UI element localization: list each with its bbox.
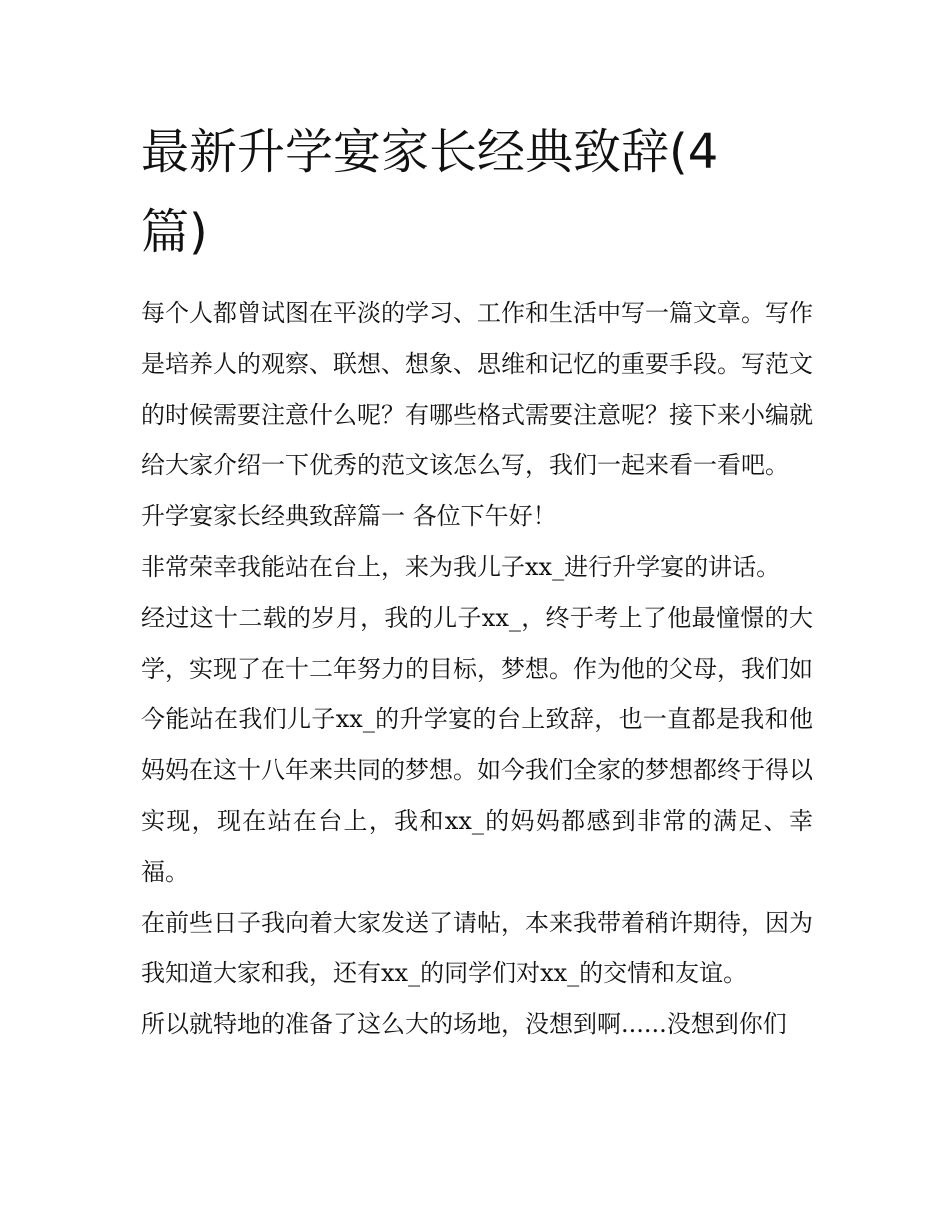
document-title: 最新升学宴家长经典致辞(4篇) xyxy=(141,124,719,260)
speech-paragraph-1: 非常荣幸我能站在台上，来为我儿子xx_进行升学宴的讲话。 xyxy=(141,552,781,581)
speech-heading-paragraph: 升学宴家长经典致辞篇一 各位下午好！ xyxy=(141,502,557,531)
intro-paragraph: 每个人都曾试图在平淡的学习、工作和生活中写一篇文章。写作是培养人的观察、联想、想象、思维和记忆的重要手段。写范文的时候需要注意什么呢？有哪些格式需要注意呢？接下来小编就给大家介绍一下优秀的范文该怎么写，我们一起来看一看吧。 xyxy=(141,299,813,480)
speech-paragraph-4: 所以就特地的准备了这么大的场地，没想到啊......没想到你们 xyxy=(141,1010,787,1039)
document-content xyxy=(141,112,813,1050)
speech-paragraph-3: 在前些日子我向着大家发送了请帖，本来我带着稍许期待，因为我知道大家和我，还有xx_的同学们对xx_的交情和友谊。 xyxy=(141,908,813,988)
speech-paragraph-2: 经过这十二载的岁月，我的儿子xx_，终于考上了他最憧憬的大学，实现了在十二年努力的目标，梦想。作为他的父母，我们如今能站在我们儿子xx_的升学宴的台上致辞，也一直都是我和他妈妈在这十八年来共同的梦想。如今我们全家的梦想都终于得以实现，现在站在台上，我和xx_的妈妈都感到非常的满足、幸福。 xyxy=(141,603,813,886)
